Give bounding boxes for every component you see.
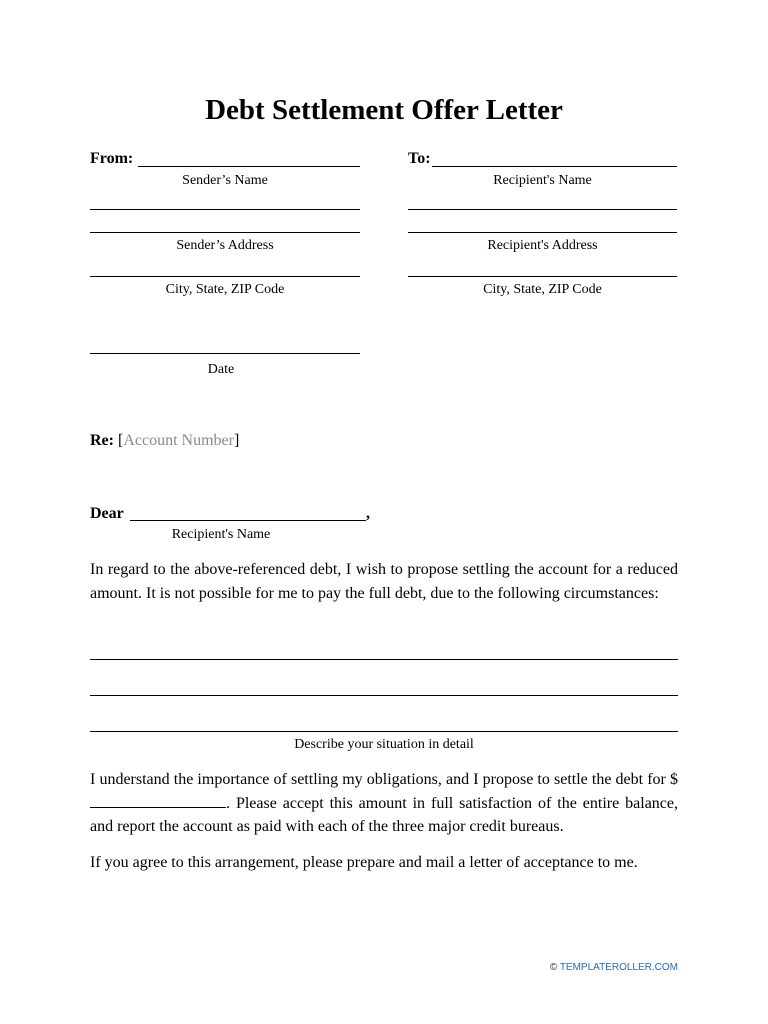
document-title: Debt Settlement Offer Letter	[205, 94, 563, 126]
recipient-city-line[interactable]	[408, 276, 677, 277]
recipient-name-caption: Recipient's Name	[493, 173, 592, 188]
sender-address-line-1[interactable]	[90, 209, 360, 210]
sender-address-caption: Sender’s Address	[176, 238, 274, 253]
paragraph-acceptance: If you agree to this arrangement, please prepare and mail a letter of acceptance to me.	[90, 854, 638, 871]
recipient-address-line-1[interactable]	[408, 209, 677, 210]
re-label: Re:	[90, 432, 114, 449]
situation-line-3[interactable]	[90, 731, 678, 732]
dear-recipient-line[interactable]	[130, 520, 366, 521]
sender-name-caption: Sender’s Name	[182, 173, 268, 188]
from-label: From:	[90, 150, 134, 167]
paragraph2-part1: I understand the importance of settling my obligations, and I propose to settle the debt for $	[90, 771, 678, 788]
recipient-city-caption: City, State, ZIP Code	[483, 282, 602, 297]
to-label: To:	[408, 150, 431, 167]
recipient-address-line-2[interactable]	[408, 232, 677, 233]
footer-credit	[550, 962, 678, 973]
sender-address-line-2[interactable]	[90, 232, 360, 233]
settlement-amount-blank[interactable]	[90, 793, 226, 808]
recipient-address-caption: Recipient's Address	[487, 238, 598, 253]
account-number-placeholder[interactable]: Account Number	[123, 432, 234, 449]
dear-label: Dear	[90, 505, 124, 522]
date-line[interactable]	[90, 353, 360, 354]
sender-city-caption: City, State, ZIP Code	[165, 282, 285, 297]
re-close-bracket: ]	[233, 432, 240, 449]
situation-line-1[interactable]	[90, 659, 678, 660]
templateroller-link[interactable]: TEMPLATEROLLER.COM	[559, 962, 678, 973]
situation-line-2[interactable]	[90, 695, 678, 696]
paragraph2-part2: . Please accept this amount in full satisfaction of the entire balance, and report the account as paid with each of the three major credit bureaus.	[90, 794, 678, 835]
paragraph-settlement-offer	[90, 768, 678, 839]
re-line	[90, 432, 239, 450]
dear-comma: ,	[366, 505, 370, 522]
copyright-symbol: ©	[549, 962, 558, 973]
sender-name-line[interactable]	[138, 166, 360, 167]
re-open-bracket: [	[117, 432, 124, 449]
situation-caption: Describe your situation in detail	[294, 737, 474, 752]
sender-city-line[interactable]	[90, 276, 360, 277]
paragraph-circumstances: In regard to the above-referenced debt, I wish to propose settling the account for a reduced amount. It is not possible for me to pay the full debt, due to the following circumstances:	[90, 561, 678, 602]
dear-recipient-caption: Recipient's Name	[171, 527, 271, 542]
date-caption: Date	[207, 362, 235, 377]
recipient-name-line[interactable]	[432, 166, 677, 167]
